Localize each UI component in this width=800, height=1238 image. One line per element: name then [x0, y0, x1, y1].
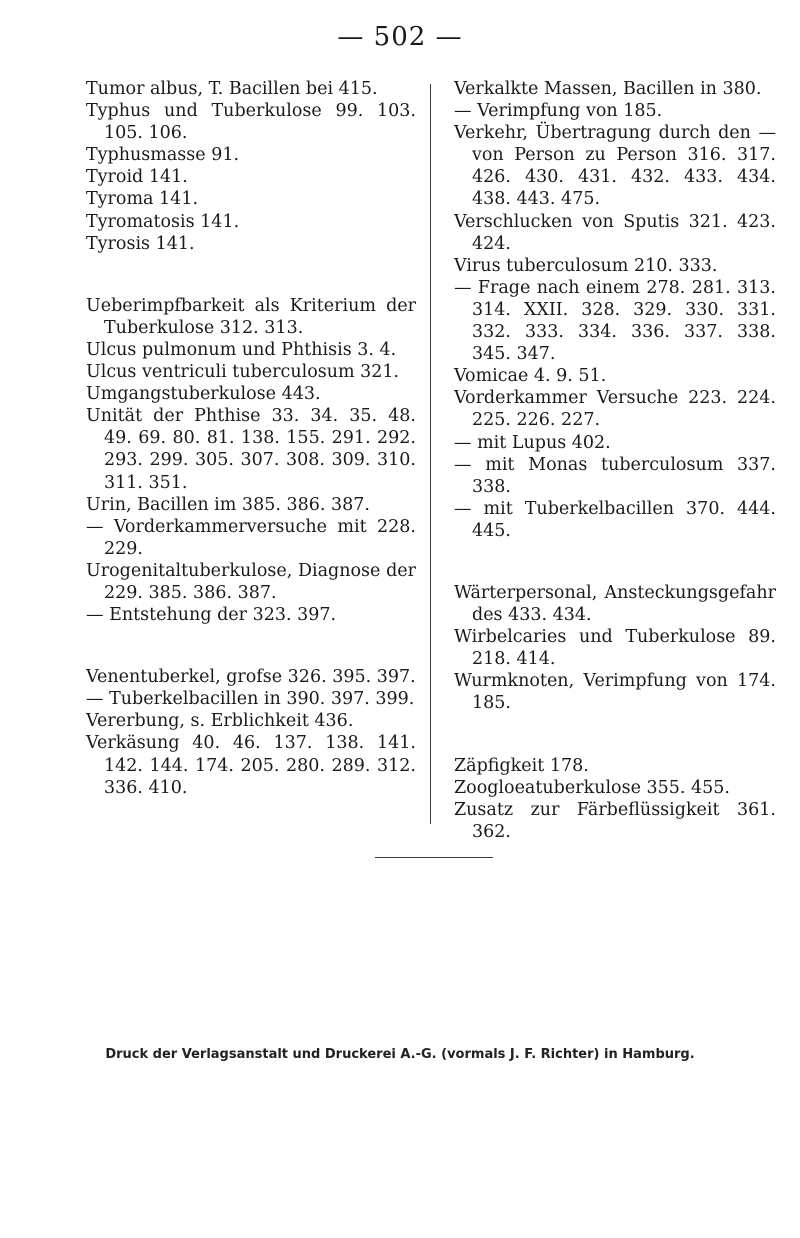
index-entry: — Tuberkelbacillen in 390. 397. 399. — [86, 689, 415, 710]
index-group — [454, 78, 776, 542]
index-group — [454, 582, 776, 715]
footer-rule — [375, 857, 493, 858]
index-entry: Venentuberkel, grofse 326. 395. 397. — [86, 667, 416, 688]
index-group — [86, 78, 416, 255]
index-entry: Wärterpersonal, Ansteckungsgefahr des 433. 434. — [454, 582, 776, 626]
index-entry: Ulcus pulmonum und Phthisis 3. 4. — [86, 339, 397, 360]
page-number: — 502 — — [337, 22, 463, 52]
index-entry: Typhusmasse 91. — [86, 145, 240, 166]
index-entry: Vererbung, s. Erblichkeit 436. — [86, 711, 354, 732]
index-entry: — mit Tuberkelbacillen 370. 444. 445. — [454, 498, 776, 541]
index-entry: Tyromatosis 141. — [86, 211, 240, 232]
index-entry: Typhus und Tuberkulose 99. 103. 105. 106. — [86, 101, 416, 144]
index-entry: Urogenitaltuberkulose, Diagnose der 229. 385. 386. 387. — [86, 560, 416, 603]
index-entry: Wirbelcaries und Tuberkulose 89. 218. 414. — [454, 627, 776, 670]
index-entry: Zoogloeatuberkulose 355. 455. — [454, 777, 730, 798]
index-entry: — Frage nach einem 278. 281. 313. 314. XXII. 328. 329. 330. 331. 332. 333. 334. 336. 337. 338. 345. 347. — [454, 277, 776, 365]
index-group — [86, 295, 416, 626]
index-column-left — [86, 78, 416, 799]
index-group — [454, 755, 776, 843]
index-entry: — mit Lupus 402. — [454, 432, 611, 453]
index-entry: Ulcus ventriculi tuberculosum 321. — [86, 362, 400, 383]
index-entry: — Verimpfung von 185. — [454, 101, 663, 122]
index-entry: Vorderkammer Versuche 223. 224. 225. 226. 227. — [454, 388, 776, 431]
index-group — [86, 666, 416, 799]
index-entry: Verschlucken von Sputis 321. 423. 424. — [454, 211, 776, 254]
index-entry: Tyroid 141. — [86, 167, 188, 188]
index-entry: Verkäsung 40. 46. 137. 138. 141. 142. 144. 174. 205. 280. 289. 312. 336. 410. — [86, 733, 416, 798]
index-entry: Unität der Phthise 33. 34. 35. 48. 49. 69. 80. 81. 138. 155. 291. 292. 293. 299. 305. 307. 308. 309. 310. 311. 351. — [86, 406, 416, 493]
index-entry: Vomicae 4. 9. 51. — [454, 366, 607, 387]
index-entry: Tumor albus, T. Bacillen bei 415. — [86, 79, 378, 99]
index-entry: Umgangstuberkulose 443. — [86, 384, 321, 405]
index-entry: Virus tuberculosum 210. 333. — [454, 255, 718, 276]
index-entry: Tyroma 141. — [86, 189, 199, 210]
index-entry: Urin, Bacillen im 385. 386. 387. — [86, 494, 370, 515]
index-entry: — Vorderkammerversuche mit 228. 229. — [86, 516, 416, 559]
index-column-right — [454, 78, 776, 843]
index-entry: Zusatz zur Färbeflüssigkeit 361. 362. — [454, 799, 776, 842]
index-entry: — mit Monas tuberculosum 337. 338. — [454, 454, 776, 497]
index-entry: Verkehr, Übertragung durch den — von Person zu Person 316. 317. 426. 430. 431. 432. 433. 434. 438. 443. 475. — [454, 123, 776, 210]
printer-imprint: Druck der Verlagsanstalt und Druckerei A.-G. (vormals J. F. Richter) in Hamburg. — [105, 1047, 695, 1062]
index-entry: Zäpfigkeit 178. — [454, 755, 589, 776]
index-entry: Ueberimpfbarkeit als Kriterium der Tuberkulose 312. 313. — [86, 295, 416, 338]
index-entry: — Entstehung der 323. 397. — [86, 605, 337, 626]
column-divider — [430, 84, 431, 824]
index-entry: Verkalkte Massen, Bacillen in 380. — [454, 79, 762, 99]
index-entry: Tyrosis 141. — [86, 233, 195, 254]
index-entry: Wurmknoten, Verimpfung von 174. 185. — [454, 671, 776, 714]
